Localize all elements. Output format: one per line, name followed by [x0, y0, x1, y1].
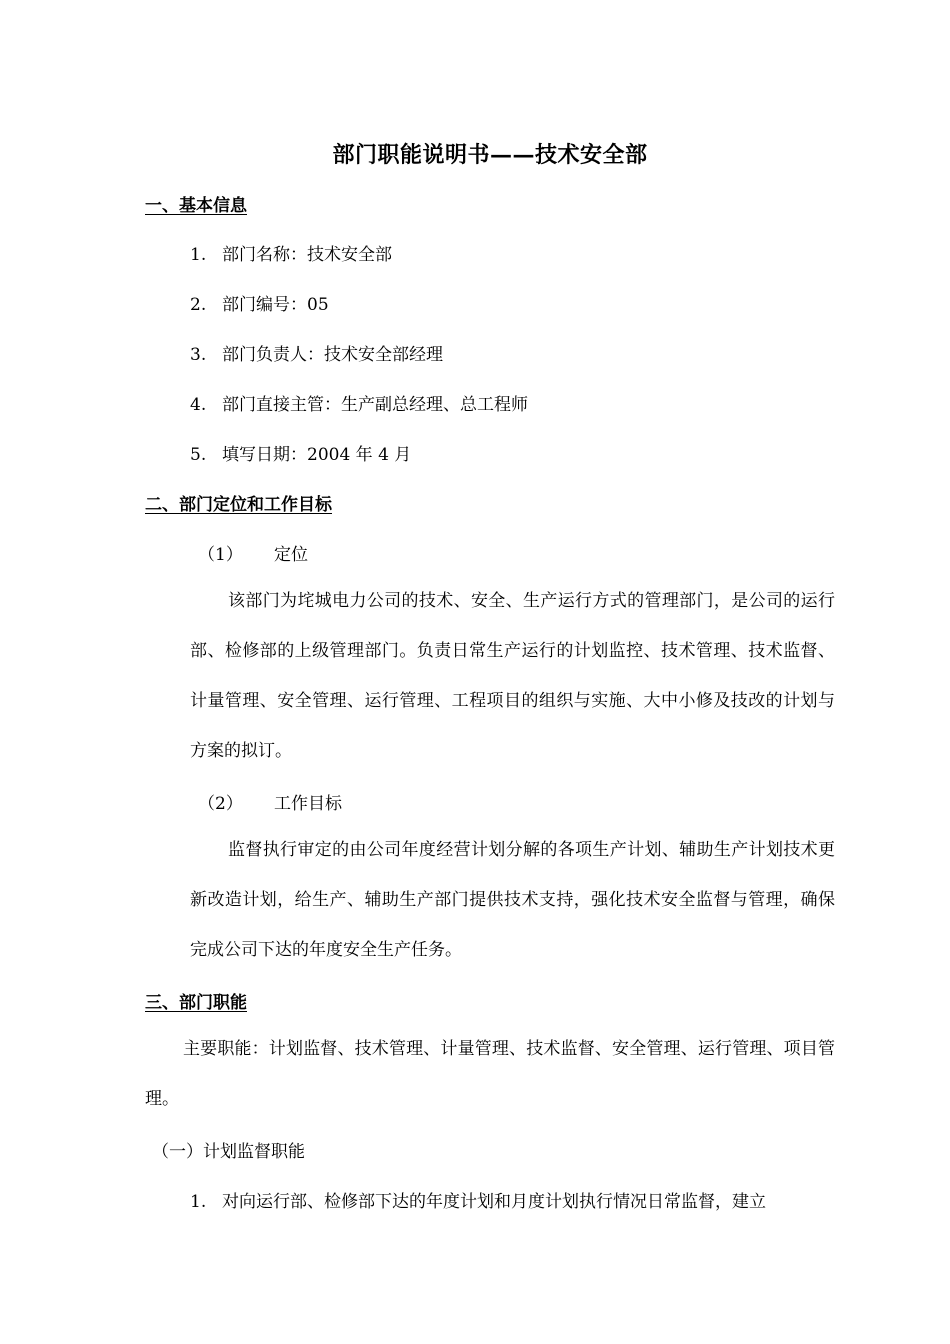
info-item-1	[190, 240, 392, 265]
function-item-number: 1.	[190, 1192, 207, 1212]
positioning-paragraph: 该部门为垞城电力公司的技术、安全、生产运行方式的管理部门，是公司的运行部、检修部的上级管理部门。负责日常生产运行的计划监控、技术管理、技术监督、计量管理、安全管理、运行管理、工程项目的组织与实施、大中小修及技改的计划与方案的拟订。	[190, 591, 835, 761]
subsection-number: （1）	[198, 545, 243, 565]
info-item-text: 填写日期：2004 年 4 月	[222, 445, 412, 465]
subsection-number: （2）	[198, 794, 243, 814]
info-item-3	[190, 340, 443, 365]
subsection-label: 工作目标	[274, 794, 342, 814]
function-item-1	[190, 1187, 766, 1212]
main-functions-paragraph: 主要职能：计划监督、技术管理、计量管理、技术监督、安全管理、运行管理、项目管理。	[145, 1039, 835, 1109]
subsection-label: 定位	[274, 545, 308, 565]
info-item-text: 部门直接主管：生产副总经理、总工程师	[222, 395, 528, 415]
subheading-plan-supervision: （一）计划监督职能	[152, 1142, 305, 1162]
subsection-work-goal	[198, 789, 342, 814]
function-item-text: 对向运行部、检修部下达的年度计划和月度计划执行情况日常监督，建立	[222, 1192, 766, 1212]
info-item-text: 部门名称：技术安全部	[222, 245, 392, 265]
info-item-number: 5.	[190, 445, 207, 465]
info-item-text: 部门负责人：技术安全部经理	[222, 345, 443, 365]
info-item-5	[190, 440, 411, 465]
info-item-number: 4.	[190, 395, 207, 415]
section-heading-basic-info: 一、基本信息	[145, 196, 247, 216]
work-goal-paragraph: 监督执行审定的由公司年度经营计划分解的各项生产计划、辅助生产计划技术更新改造计划，给生产、辅助生产部门提供技术支持，强化技术安全监督与管理，确保完成公司下达的年度安全生产任务。	[190, 840, 835, 960]
info-item-number: 3.	[190, 345, 207, 365]
info-item-4	[190, 390, 528, 415]
section-heading-positioning: 二、部门定位和工作目标	[145, 495, 332, 515]
document-title: 部门职能说明书——技术安全部	[332, 142, 648, 168]
info-item-2	[190, 290, 329, 315]
section-heading-functions: 三、部门职能	[145, 993, 247, 1013]
info-item-number: 1.	[190, 245, 207, 265]
subsection-positioning	[198, 540, 308, 565]
info-item-text: 部门编号：05	[222, 295, 329, 315]
info-item-number: 2.	[190, 295, 207, 315]
